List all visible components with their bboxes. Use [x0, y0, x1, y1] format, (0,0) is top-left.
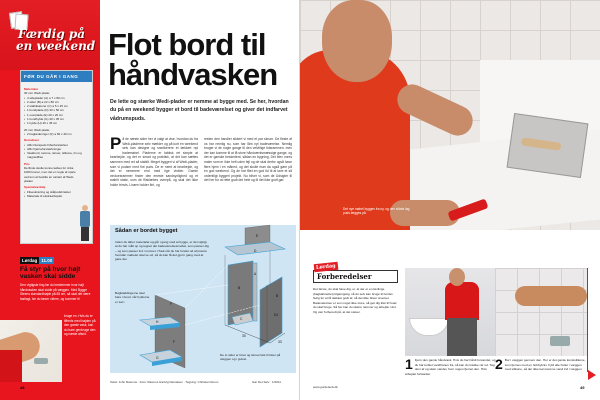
materials-heading: Materialer	[24, 87, 39, 91]
material-item: • 1 overplade (E) 20 x 20 cm	[24, 113, 89, 117]
website: www.gordetselv.dk	[313, 385, 338, 389]
weekend-logo-line2: en weekend	[16, 39, 96, 53]
step-text: Fjern den gamle håndvask. Hvis du har hårdt forvandet, og du har koblet vandhanen fra, så kan du trække rør ud. Tag dem af og skær vandet, hvor nogen fjernet den. Hvis arbejdet fortsætter.	[405, 358, 496, 376]
step-number: 2	[495, 356, 503, 372]
tools-heading: Derudover	[24, 138, 40, 143]
saturday-text: Den vigtigste ting før du bestemmer hvor højt håndvasken skal sidde på væggen. Med Bygge Steens standardhøjde på 85 cm, så skal det være fastlagt, før du læser videre, og kommer til	[20, 283, 91, 301]
material-item: • 1 hylde (H) 40 x 45 cm	[24, 121, 89, 125]
tool-item: • Vaskbord, ramme, skruer, silikone, lim og magneitflise	[24, 151, 89, 160]
saturday-tag	[20, 258, 54, 263]
part-label: A	[254, 272, 257, 276]
measuring-photo	[0, 320, 62, 382]
part-label: F	[173, 340, 176, 344]
part-label: D	[254, 249, 257, 253]
diagram-text: Inden du løber materialet og går i gang med at bygge, er det vigtigt, at du har målt op og tegnet det badeværelsesmøbel, som passer dig – og som passer ind i rummet. Husk når du har fundet ud af præcis hvordan møbelet skal se ud, så du kan få det gjort i gang med at gøre det.	[115, 240, 209, 262]
diagram-note-1: Bagkladdingerne skal bare i bund, når hylderne er sat i.	[115, 291, 150, 304]
weekend-logo	[18, 28, 95, 52]
part-label: B	[276, 294, 279, 298]
materials-intro: 30 mm Wedi-plade:	[24, 91, 50, 96]
part-label: E	[256, 234, 259, 238]
credits: Tekst: John Rasmus · Foto: Rasmus Hartvig Danielsen · Tegning: Christian Roum	[110, 380, 219, 384]
part-label: F	[170, 302, 173, 306]
trowel	[507, 113, 589, 178]
part-label: G	[156, 356, 159, 360]
sidebar	[0, 0, 100, 400]
special-tool-item: • Materiale til ekstraarbejdet	[24, 194, 89, 198]
diagram-note-2: De to sider er limet og skruet fast til lister på væggen og i gulvet.	[220, 353, 281, 362]
dimension-label: 30	[242, 334, 246, 338]
body-text-1: å de næste sider her vi valgt at vise, hvordan du fra Wedi-pladerne selv mælder og på kort en weekend selv kan designe og snedkerere et lækkert nyt bademøbel. Pladerne er faktisk ret simple at bearbejde, og det er smart og praktisk, at det kan sættes sammen med ret så stabilt. Meget byggeri vi af Wedi-plader, som vi pudser med fint puds. De er nemt at bearbejde, og det er nemmere end med lige vinkler. Gamle vinduesrammer finder den eneste sandsynlighed og et stabilt stativ, som de flisklæbes ovenpå, og skal det ikke holde trinvis. Lirøen holder fint, og	[110, 137, 198, 187]
special-tool-item: • Fliseskræring og stålpudsbrætter	[24, 190, 89, 194]
saturday-text-continued: bruge en. Hvis du er tilfreds med højden på den gamle vask, kan du bare genbruge den og næste afsnit.	[64, 314, 96, 337]
step-1-photo	[405, 268, 498, 356]
construction-diagram	[110, 225, 296, 373]
next-page-arrow-icon	[588, 370, 596, 380]
info-box-header: FØR DU GÅR I GANG	[21, 71, 92, 82]
step-2	[495, 358, 587, 372]
right-page	[300, 0, 600, 400]
hero-photo	[300, 0, 600, 230]
section-title: Forberedelser	[317, 272, 372, 281]
special-tools-heading: Specialværktøj	[24, 185, 46, 190]
section-tag: Lørdag	[314, 262, 338, 272]
step-text: Bor i væggen gennem den. Her er det gamle kunstsilikone, som fjernes med en hobbykniv. Fyld alle huller i væggen med silikone, så der ikke kan komme vand ind i væggen.	[504, 358, 586, 371]
page-number-right: 49	[580, 385, 585, 390]
page-number-left: 48	[20, 385, 25, 390]
section-text: Det første, du skal have dig, er, at der er en lærlinge (bagkabinettet) tilgængelig, så du selv kan bruge til bordet. Sørg for at få dækket godt af, så det ikke bliver snavset. Badeværelser er som regel ikke store, så gør dig klar til hvad du skal bruge. Så her kan du skære rammer og arbejde i det. Og vær forberedt på, at det støver.	[313, 287, 397, 314]
part-label: C	[240, 317, 243, 321]
material-item: • 4 sideplader (A) a 7 x 80 cm	[24, 96, 89, 100]
material-item: • 2 sider (B) a 22 x 80 cm	[24, 100, 89, 104]
part-label: D1	[274, 313, 279, 317]
lower-unit	[140, 295, 185, 368]
material-item: • 2 baglæderinger (F) a 60 x 40 cm	[24, 132, 89, 136]
upper-unit	[225, 225, 285, 347]
material-item: • 1 bundhylde (G) 40 x 35 cm	[24, 117, 89, 121]
drop-cap: P	[110, 134, 122, 153]
tool-item: • Alfix Durapuds Fiberforstærket	[24, 143, 89, 147]
tool-item: • Alfix hjørneforstærkninger	[24, 147, 89, 151]
sidebar-header	[0, 0, 100, 70]
body-column-1	[110, 134, 198, 188]
price-heading: Pris	[24, 161, 30, 166]
step-2-photo	[495, 268, 587, 356]
saturday-tag-time: 11.00	[41, 258, 53, 263]
hero-caption: Det nye møbel bygges fra ny, og den sidste lag puds lægges på.	[343, 207, 410, 216]
diagram-title: Sådan er bordet bygget	[115, 228, 178, 234]
handyman-figure	[78, 205, 92, 241]
divider	[587, 268, 588, 372]
material-item: • 2 stabilisatorer (C) a 5 x 25 cm	[24, 104, 89, 108]
part-label: H	[156, 320, 159, 324]
part-label: B	[238, 286, 241, 290]
issue-info: Gør Det Selv · 1/2011	[252, 380, 281, 384]
price-text: Derfinde skulle kunne købes for cirka 1000 kroner, men det er nogle af spare ved kun at bestille én variant af Wedi-pladen	[24, 166, 76, 183]
step-number: 1	[405, 356, 413, 372]
saturday-title: Få styr på hvor højt vasken skal sidde	[20, 266, 81, 280]
materials2-intro: 20 mm Wedi-plade:	[24, 127, 50, 132]
step-1	[405, 358, 497, 376]
info-box-body	[21, 82, 92, 201]
weekend-logo-line1: Færdig på	[18, 27, 86, 41]
dimension-label: 33	[278, 340, 282, 344]
headline: Flot bord til håndvasken	[108, 27, 278, 92]
body-column-2: resten den handler sikkert vi med et par skruer. De fleste af os har nemlig nu, som har lånt nyt badeværelse. Nemlig bruger vi de nogle gange til den velvillige tidsrammen, men der kan komme til at få store håndværksmæssige gange, og det er ganske beskedent, sådan en bygning. Det blev vores maler som er ikke helt uden fejl og de skal derfor også have flere hjem i en måned, og det skulle man da også gøre på en god weekend. Og de har fået en god tid til at lave et så ordentligt byggeri projekt. Nu bliver vi, som de Udsigter til det her for at rette godt det hele og til det ikke godt gør.	[204, 137, 292, 183]
intro-paragraph: De lette og stærke Wedi-plader er nemme at bygge med. Se her, hvordan du på en weekend bygger et bord til badeværelset og giver det indfarvet vådrumspuds.	[110, 99, 289, 122]
material-item: • 1 bundplade (D) 33 x 50 cm	[24, 108, 89, 112]
saturday-tag-day: Lørdag	[22, 258, 38, 263]
